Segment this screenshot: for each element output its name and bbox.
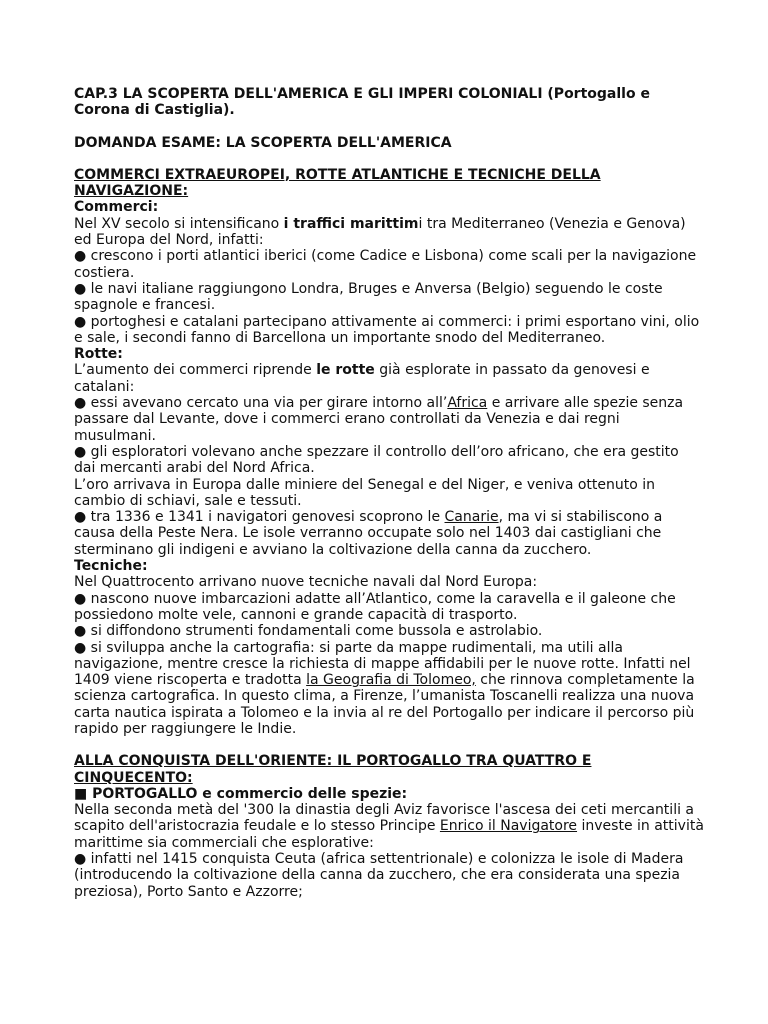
text-run: L’aumento dei commerci riprende xyxy=(74,362,317,379)
chapter-title: CAP.3 LA SCOPERTA DELL'AMERICA E GLI IMPERI COLONIALI (Portogallo e Corona di Castiglia). xyxy=(74,86,650,119)
commerci-intro xyxy=(74,216,704,249)
tecniche-label: Tecniche: xyxy=(74,558,148,575)
text-run: ● tra 1336 e 1341 i navigatori genovesi scoprono le xyxy=(74,509,445,526)
canarie-link[interactable]: Canarie xyxy=(444,509,499,526)
text-run: ● essi avevano cercato una via per girare intorno all’ xyxy=(74,395,448,412)
commerci-label: Commerci: xyxy=(74,199,159,216)
text-run: i tra Mediterraneo (Venezia e Genova) ed Europa del Nord, infatti: xyxy=(74,215,686,249)
text-run: e arrivare alle spezie senza passare dal Levante, dove i commerci erano controllati da Venezia e dai regni musulmani. xyxy=(74,395,684,444)
paragraph xyxy=(74,802,704,851)
text-run: già esplorate in passato da genovesi e catalani: xyxy=(74,362,650,395)
text-run: Nella seconda metà del '300 la dinastia degli Aviz favorisce l'ascesa dei ceti mercantili a scapito dell'aristocrazia feudale e lo stesso Principe xyxy=(74,802,694,835)
bullet-item: ● le navi italiane raggiungono Londra, Bruges e Anversa (Belgio) seguendo le coste spagnole e francesi. xyxy=(74,280,663,314)
section1-heading: COMMERCI EXTRAEUROPEI, ROTTE ATLANTICHE E TECNICHE DELLA NAVIGAZIONE: xyxy=(74,166,601,200)
bold-run: i traffici marittim xyxy=(283,215,419,232)
africa-link[interactable]: Africa xyxy=(447,395,488,412)
document-body xyxy=(74,86,704,900)
section2-heading: ALLA CONQUISTA DELL'ORIENTE: IL PORTOGALLO TRA QUATTRO E CINQUECENTO: xyxy=(74,753,592,786)
bullet-item: ● nascono nuove imbarcazioni adatte all’Atlantico, come la caravella e il galeone che possiedono molte vele, cannoni e grande capacità di trasporto. xyxy=(74,590,676,623)
paragraph: Nel Quattrocento arrivano nuove tecniche navali dal Nord Europa: xyxy=(74,574,538,591)
bullet-item: ● gli esploratori volevano anche spezzare il controllo dell’oro africano, che era gestito dai mercanti arabi del Nord Africa. xyxy=(74,443,679,477)
text-run: , ma vi si stabiliscono a causa della Peste Nera. Le isole verranno occupate solo nel 1403 dai castigliani che sterminano gli indigeni e avviano la coltivazione della canna da zucchero. xyxy=(74,509,663,558)
text-run: investe in attività marittime sia commerciali che esplorative: xyxy=(74,818,704,851)
text-run: che rinnova completamente la scienza cartografica. In questo clima, a Firenze, l’umanista Toscanelli realizza una nuova carta nautica ispirata a Tolomeo e la invia al re del Portogallo per indicare il percorso più rapido per raggiungere le Indie. xyxy=(74,672,695,737)
bullet-item: ● portoghesi e catalani partecipano attivamente ai commerci: i primi esportano vini, olio e sale, i secondi fanno di Barcellona un importante snodo del Mediterraneo. xyxy=(74,313,700,346)
geografia-tolomeo-link[interactable]: la Geografia di Tolomeo, xyxy=(306,672,476,689)
rotte-intro xyxy=(74,362,704,395)
bullet-item: ● crescono i porti atlantici iberici (come Cadice e Lisbona) come scali per la navigazione costiera. xyxy=(74,248,697,281)
enrico-navigatore-link[interactable]: Enrico il Navigatore xyxy=(439,818,578,835)
exam-question: DOMANDA ESAME: LA SCOPERTA DELL'AMERICA xyxy=(74,134,452,151)
bullet-item: ● si diffondono strumenti fondamentali come bussola e astrolabio. xyxy=(74,623,543,640)
text-run: ● si sviluppa anche la cartografia: si parte da mappe rudimentali, ma utili alla navigazione, mentre cresce la richiesta di mappe affidabili per le nuove rotte. Infatti nel 1409 viene riscoperta e tradotta xyxy=(74,639,691,689)
bullet-item xyxy=(74,509,704,558)
section2-subheading: ■ PORTOGALLO e commercio delle spezie: xyxy=(74,785,408,802)
bullet-item xyxy=(74,395,704,444)
bold-run: le rotte xyxy=(316,362,375,379)
bullet-item xyxy=(74,640,704,738)
text-run: Nel XV secolo si intensificano xyxy=(74,215,284,232)
bullet-item: ● infatti nel 1415 conquista Ceuta (africa settentrionale) e colonizza le isole di Madera (introducendo la coltivazione della canna da zucchero, che era considerata una spezia preziosa), Porto Santo e Azzorre; xyxy=(74,851,684,900)
rotte-label: Rotte: xyxy=(74,346,123,363)
paragraph: L’oro arrivava in Europa dalle miniere del Senegal e del Niger, e veniva ottenuto in cambio di schiavi, sale e tessuti. xyxy=(74,476,656,509)
